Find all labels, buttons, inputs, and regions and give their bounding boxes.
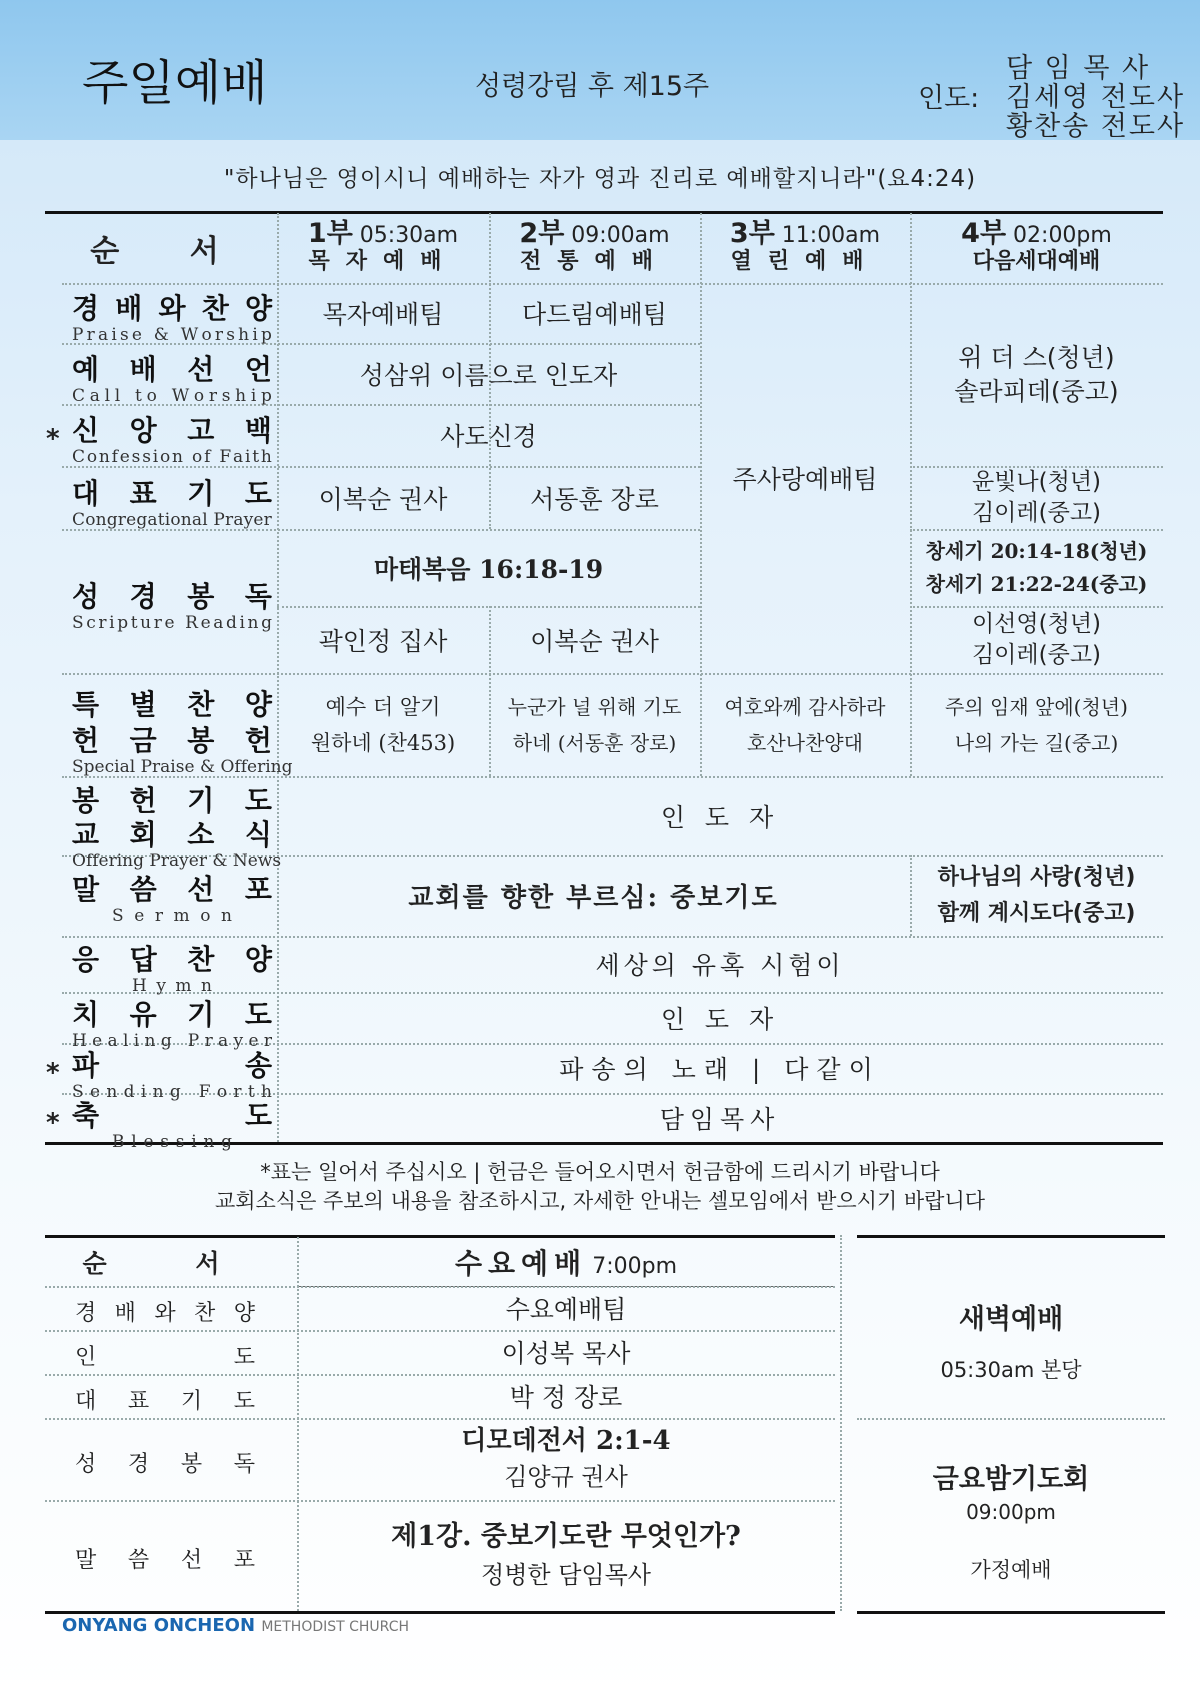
label-prayer xyxy=(72,472,272,530)
dawn-box xyxy=(857,1290,1165,1390)
sermon-part123: 교회를 향한 부르심: 중보기도 xyxy=(408,883,779,913)
label-ko: 파 송 xyxy=(72,1049,272,1082)
col-time: 05:30am xyxy=(359,223,459,248)
label-en: C o n f e s s i o n o f F a i t h xyxy=(72,447,272,467)
special-line: 여호와께 감사하라 xyxy=(724,694,886,719)
col-header-4 xyxy=(910,213,1163,283)
wed-value2: 김양규 권사 xyxy=(504,1463,628,1491)
special-line: 하네 (서동훈 장로) xyxy=(512,730,677,755)
sermon-part4 xyxy=(910,855,1163,936)
note-line: 교회소식은 주보의 내용을 참조하시고, 자세한 안내는 셀모임에서 받으시기 바랍니다 xyxy=(214,1189,986,1213)
label-sermon xyxy=(72,868,272,926)
week-title: 성령강림 후 제15주 xyxy=(475,71,710,102)
dawn-title: 새벽예배 xyxy=(958,1303,1064,1335)
reader-part4-line: 이선영(청년) xyxy=(971,610,1102,637)
scripture-part12: 마태복음 16:18-19 xyxy=(373,554,604,584)
church-logo xyxy=(62,1615,409,1636)
special-part2 xyxy=(489,673,700,776)
minister-list xyxy=(1006,54,1185,141)
label-en: C a l l t o W o r s h i p xyxy=(72,386,272,406)
label-ko: 응 답 찬 양 xyxy=(72,943,272,976)
label-offering xyxy=(72,779,282,871)
praise-part1: 목자예배팀 xyxy=(322,300,444,329)
verse: "하나님은 영이시니 예배하는 자가 영과 진리로 예배할지니라"(요4:24) xyxy=(223,166,977,192)
label-blessing xyxy=(72,1094,272,1152)
label-ko: 봉 헌 기 도 xyxy=(72,784,272,817)
special-part1 xyxy=(277,673,489,776)
label-en: P r a i s e & W o r s h i p xyxy=(72,325,272,345)
label-en: H y m n xyxy=(132,976,212,996)
col-part: 1부 xyxy=(307,218,353,249)
stand-marker: * xyxy=(46,424,60,454)
hymn-all: 세상의 유혹 시험이 xyxy=(595,951,845,980)
special-line: 원하네 (찬453) xyxy=(310,730,456,755)
wed-title: 수요예배 xyxy=(454,1246,588,1280)
logo-sub: METHODIST CHURCH xyxy=(261,1619,410,1635)
prayer-part1: 이복순 권사 xyxy=(318,484,448,514)
dawn-info: 05:30am 본당 xyxy=(940,1357,1082,1382)
special-line: 누군가 널 위해 기도 xyxy=(507,694,682,719)
part3-team: 주사랑예배팀 xyxy=(732,465,878,494)
sermon-part4-line: 함께 계시도다(중고) xyxy=(937,900,1136,926)
friday-time: 09:00pm xyxy=(966,1499,1056,1524)
sermon-part4-line: 하나님의 사랑(청년) xyxy=(937,864,1136,890)
minister-2: 김세영 전도사 xyxy=(1006,82,1186,113)
label-praise xyxy=(72,287,272,345)
col-name: 열린예배 xyxy=(730,249,880,274)
col-divider xyxy=(840,1235,842,1611)
wed-label: 말 씀 선 포 xyxy=(75,1548,255,1573)
label-en: B l e s s i n g xyxy=(112,1132,232,1152)
lead-label: 인도: xyxy=(918,83,980,114)
wed-title-header xyxy=(297,1237,835,1286)
label-ko: 축 도 xyxy=(72,1099,272,1132)
wed-label: 경 배 와 찬 양 xyxy=(75,1301,255,1326)
special-line: 주의 임재 앞에(청년) xyxy=(945,694,1128,719)
wed-value2: 정병한 담임목사 xyxy=(481,1560,651,1589)
label-en: C o n g r e g a t i o n a l P r a y e r xyxy=(72,510,272,530)
label-scripture xyxy=(72,575,272,633)
side-top-rule xyxy=(857,1235,1165,1238)
col-name: 목자예배 xyxy=(308,249,458,274)
label-ko: 헌 금 봉 헌 xyxy=(72,724,272,757)
wed-time: 7:00pm xyxy=(592,1253,678,1279)
reader-part1: 곽인정 집사 xyxy=(318,626,448,656)
col-part: 3부 xyxy=(729,218,775,249)
part4-team xyxy=(910,283,1163,466)
wed-value: 제1강. 중보기도란 무엇인가? xyxy=(391,1520,741,1552)
reader-part2: 이복순 권사 xyxy=(530,626,659,656)
label-ko: 경 배 와 찬 양 xyxy=(72,292,272,325)
label-special xyxy=(72,683,293,777)
label-ko: 예 배 선 언 xyxy=(72,353,272,386)
col-part: 2부 xyxy=(519,218,565,249)
wed-label: 대 표 기 도 xyxy=(75,1389,255,1414)
col-name: 다음세대예배 xyxy=(972,249,1101,274)
col-header-2 xyxy=(489,213,700,283)
prayer-part4 xyxy=(910,466,1163,529)
label-call xyxy=(72,348,272,406)
stand-marker: * xyxy=(46,1058,60,1088)
col-part: 4부 xyxy=(961,218,1007,249)
part4-team-line: 위 더 스(청년) xyxy=(958,342,1115,372)
col-header-3 xyxy=(700,213,910,283)
wed-bottom-rule xyxy=(45,1611,835,1614)
wed-value: 수요예배팀 xyxy=(505,1295,627,1324)
page-title: 주일예배 xyxy=(82,55,268,111)
creed-part12: 사도신경 xyxy=(440,422,537,451)
special-part3 xyxy=(700,673,910,776)
label-ko: 말 씀 선 포 xyxy=(72,873,272,906)
label-creed xyxy=(72,409,272,467)
label-en: S e n d i n g F o r t h xyxy=(72,1082,272,1102)
minister-3: 황찬송 전도사 xyxy=(1006,111,1186,142)
wed-label: 성 경 봉 독 xyxy=(75,1452,255,1477)
wed-value: 박 정 장로 xyxy=(509,1383,623,1412)
friday-info: 가정예배 xyxy=(970,1557,1052,1582)
reader-part4-line: 김이레(중고) xyxy=(971,641,1102,668)
reader-part4 xyxy=(910,606,1163,673)
scripture-part4-line: 창세기 21:22-24(중고) xyxy=(925,571,1148,596)
part4-team-line: 솔라피데(중고) xyxy=(954,376,1119,406)
prayer-part4-line: 윤빛나(청년) xyxy=(971,468,1102,495)
col-time: 02:00pm xyxy=(1013,223,1112,248)
side-bottom-rule xyxy=(857,1611,1165,1614)
special-line: 호산나찬양대 xyxy=(747,730,863,755)
label-en: S p e c i a l P r a i s e & O f f e r i n g xyxy=(72,757,293,777)
logo-main: ONYANG ONCHEON xyxy=(62,1615,256,1636)
label-ko: 신 앙 고 백 xyxy=(72,414,272,447)
scripture-part4-line: 창세기 20:14-18(청년) xyxy=(925,538,1148,563)
col-name: 전통예배 xyxy=(519,249,669,274)
offering-all: 인 도 자 xyxy=(660,802,780,832)
stand-marker: * xyxy=(46,1108,60,1138)
blessing-all: 담임목사 xyxy=(659,1104,781,1134)
friday-title: 금요밤기도회 xyxy=(932,1463,1090,1495)
prayer-part2: 서동훈 장로 xyxy=(530,484,659,514)
scripture-part4 xyxy=(910,529,1163,606)
healing-all: 인 도 자 xyxy=(660,1004,780,1034)
label-hymn xyxy=(72,938,272,996)
label-healing xyxy=(72,993,272,1051)
order-header-text: 순 서 xyxy=(90,234,249,269)
label-ko: 대 표 기 도 xyxy=(72,477,272,510)
label-ko: 특 별 찬 양 xyxy=(72,688,272,721)
label-en: S c r i p t u r e R e a d i n g xyxy=(72,613,272,633)
special-part4 xyxy=(910,673,1163,776)
special-line: 나의 가는 길(중고) xyxy=(954,730,1119,755)
wed-label: 인 도 xyxy=(75,1345,255,1370)
order-header xyxy=(62,213,277,283)
label-ko: 교 회 소 식 xyxy=(72,818,272,851)
col-time: 11:00am xyxy=(781,223,881,248)
row-divider xyxy=(857,1418,1165,1420)
wed-sermon xyxy=(297,1500,835,1611)
special-line: 예수 더 알기 xyxy=(325,694,441,719)
label-en: O f f e r i n g P r a y e r & N e w s xyxy=(72,851,282,871)
label-en: H e a l i n g P r a y e r xyxy=(72,1031,272,1051)
prayer-part4-line: 김이레(중고) xyxy=(971,499,1102,526)
friday-box xyxy=(857,1450,1165,1590)
col-header-1 xyxy=(277,213,489,283)
label-ko: 치 유 기 도 xyxy=(72,998,272,1031)
praise-part2: 다드림예배팀 xyxy=(522,300,667,329)
label-ko: 성 경 봉 독 xyxy=(72,580,272,613)
minister-1: 담 임 목 사 xyxy=(1006,53,1151,84)
label-en: S e r m o n xyxy=(112,906,232,926)
wed-scripture xyxy=(297,1418,835,1500)
call-part12: 성삼위 이름으로 인도자 xyxy=(359,360,618,390)
wed-value: 이성복 목사 xyxy=(501,1339,631,1368)
note-line: *표는 일어서 주십시오 | 헌금은 들어오시면서 헌금함에 드리시기 바랍니다 xyxy=(260,1160,940,1184)
sending-all: 파송의 노래 | 다같이 xyxy=(559,1055,881,1084)
wed-value: 디모데전서 2:1-4 xyxy=(461,1426,671,1456)
col-time: 09:00am xyxy=(571,223,670,248)
notes xyxy=(0,1158,1200,1216)
wed-order-header: 순 서 xyxy=(82,1248,260,1278)
